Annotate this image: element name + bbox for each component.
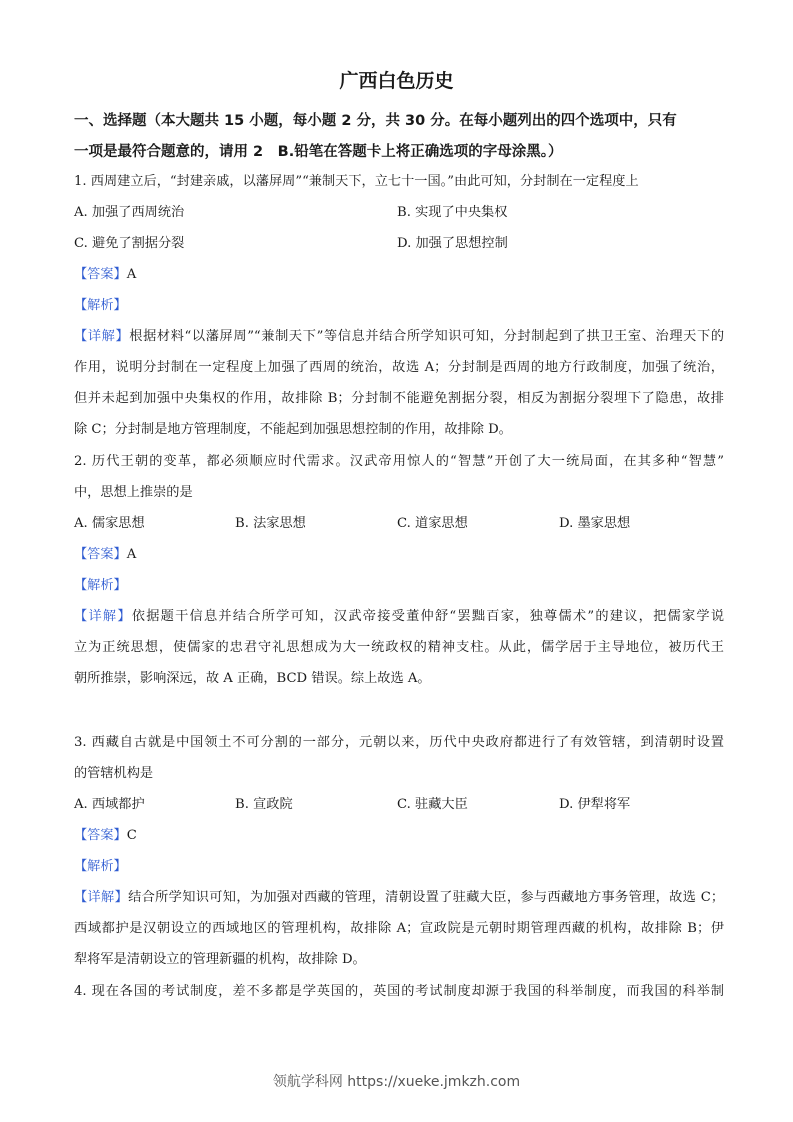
q1-detail-line-3: 但并未起到加强中央集权的作用，故排除 B；分封制不能避免割据分裂，相反为割据分裂埋下了隐患，故排 — [74, 391, 724, 406]
q1-answer-value: A — [126, 267, 137, 282]
q3-option-a: A. 西域都护 — [74, 797, 145, 812]
q1-detail-line-2: 作用，说明分封制在一定程度上加强了西周的统治，故选 A；分封制是西周的地方行政制度，加强了统治， — [74, 360, 724, 375]
section-heading-line-1: 一、选择题（本大题共 15 小题，每小题 2 分，共 30 分。在每小题列出的四个选项中，只有 — [74, 113, 677, 129]
analysis-tag: 【解析】 — [74, 298, 127, 313]
q3-stem-line-1: 3. 西藏自古就是中国领土不可分割的一部分，元朝以来，历代中央政府都进行了有效管辖，到清朝时设置 — [74, 735, 724, 750]
q2-option-d: D. 墨家思想 — [559, 516, 631, 531]
q1-stem: 1. 西周建立后，“封建亲戚，以藩屏周”“兼制天下，立七十一国。”由此可知，分封制在一定程度上 — [74, 174, 639, 189]
q2-answer — [74, 545, 724, 565]
q2-detail-line-3: 朝所推崇，影响深远，故 A 正确，BCD 错误。综上故选 A。 — [74, 671, 431, 686]
q3-detail-line-1 — [74, 888, 724, 908]
q2-answer-value: A — [126, 547, 137, 562]
answer-tag: 【答案】 — [74, 547, 127, 562]
q2-option-b: B. 法家思想 — [235, 516, 306, 531]
q1-detail-line-1 — [74, 327, 724, 347]
q3-option-b: B. 宣政院 — [235, 797, 293, 812]
q1-analysis-tag — [74, 296, 724, 316]
q1-option-b: B. 实现了中央集权 — [397, 205, 508, 220]
q1-answer — [74, 265, 724, 285]
q1-option-c: C. 避免了割据分裂 — [74, 236, 185, 251]
answer-tag: 【答案】 — [74, 267, 127, 282]
detail-tag: 【详解】 — [74, 890, 129, 905]
page-footer: 领航学科网 https://xueke.jmkzh.com — [272, 1074, 521, 1090]
section-heading — [74, 106, 726, 168]
q3-option-d: D. 伊犁将军 — [559, 797, 631, 812]
q4-stem: 4. 现在各国的考试制度，差不多都是学英国的，英国的考试制度却源于我国的科举制度，而我国的科举制 — [74, 984, 724, 999]
q2-option-a: A. 儒家思想 — [74, 516, 145, 531]
q2-option-c: C. 道家思想 — [397, 516, 468, 531]
q2-stem-line-2: 中，思想上推崇的是 — [74, 485, 193, 500]
q1-option-d: D. 加强了思想控制 — [397, 236, 508, 251]
q3-stem-line-2: 的管辖机构是 — [74, 766, 154, 781]
q2-detail-line-1 — [74, 607, 724, 627]
q1-detail-text-1: 根据材料“以藩屏周”“兼制天下”等信息并结合所学知识可知，分封制起到了拱卫王室、治理天下的 — [129, 329, 725, 344]
section-heading-line-2: 一项是最符合题意的，请用 2 B.铅笔在答题卡上将正确选项的字母涂黑。） — [74, 144, 563, 160]
answer-tag: 【答案】 — [74, 828, 127, 843]
q3-detail-line-3: 犁将军是清朝设立的管理新疆的机构，故排除 D。 — [74, 952, 366, 967]
q3-detail-text-1: 结合所学知识可知，为加强对西藏的管理，清朝设置了驻藏大臣，参与西藏地方事务管理，故选 C； — [128, 890, 725, 905]
q1-detail-line-4: 除 C；分封制是地方管理制度，不能起到加强思想控制的作用，故排除 D。 — [74, 422, 512, 437]
analysis-tag: 【解析】 — [74, 859, 127, 874]
q2-detail-line-2: 立为正统思想，使儒家的忠君守礼思想成为大一统政权的精神支柱。从此，儒学居于主导地位，被历代王 — [74, 640, 724, 655]
q3-answer — [74, 826, 724, 846]
q3-analysis-tag — [74, 857, 724, 877]
q1-option-a: A. 加强了西周统治 — [74, 205, 185, 220]
detail-tag: 【详解】 — [74, 609, 132, 624]
q3-detail-line-2: 西域都护是汉朝设立的西域地区的管理机构，故排除 A；宣政院是元朝时期管理西藏的机构，故排除 B；伊 — [74, 921, 724, 936]
q3-answer-value: C — [126, 828, 137, 843]
detail-tag: 【详解】 — [74, 329, 130, 344]
analysis-tag: 【解析】 — [74, 578, 127, 593]
document-title: 广西白色历史 — [339, 70, 454, 92]
q3-option-c: C. 驻藏大臣 — [397, 797, 468, 812]
q2-analysis-tag — [74, 576, 724, 596]
q2-stem-line-1: 2. 历代王朝的变革，都必须顺应时代需求。汉武帝用惊人的“智慧”开创了大一统局面，在其多种“智慧” — [74, 454, 724, 469]
q2-detail-text-1: 依据题干信息并结合所学可知，汉武帝接受董仲舒“罢黜百家，独尊儒术”的建议，把儒家学说 — [131, 609, 725, 624]
